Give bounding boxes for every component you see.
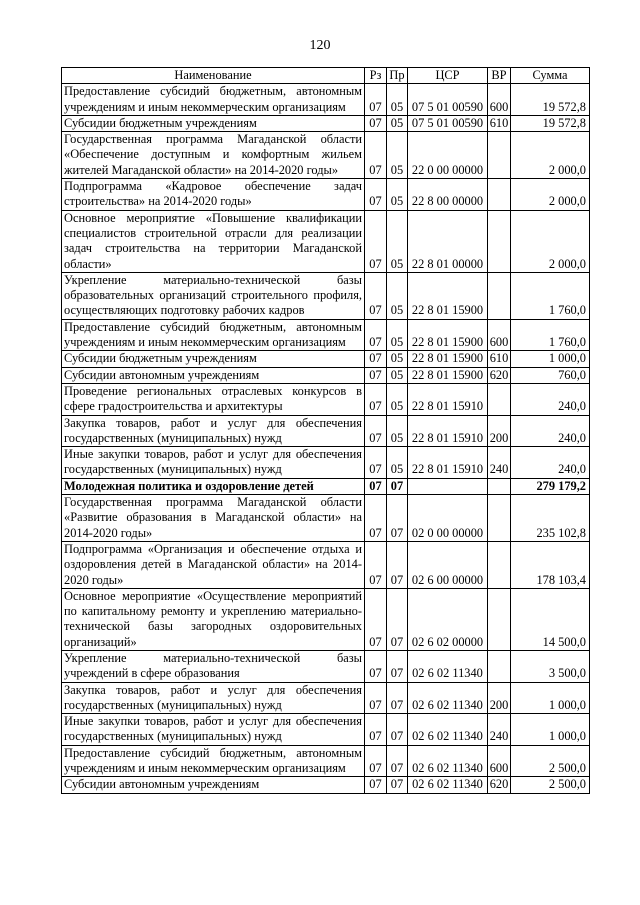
cell-name: Субсидии бюджетным учреждениям	[62, 351, 365, 367]
table-row	[62, 714, 590, 746]
cell-vr: 240	[488, 447, 511, 479]
table-row	[62, 682, 590, 714]
cell-name: Закупка товаров, работ и услуг для обеспечения государственных (муниципальных) нужд	[62, 682, 365, 714]
cell-vr	[488, 179, 511, 211]
cell-vr	[488, 650, 511, 682]
table-row	[62, 383, 590, 415]
cell-name: Молодежная политика и оздоровление детей	[62, 478, 365, 494]
cell-vr	[488, 495, 511, 542]
cell-sum: 19 572,8	[511, 84, 590, 116]
cell-vr: 200	[488, 415, 511, 447]
cell-rz: 07	[365, 588, 387, 650]
cell-vr: 600	[488, 319, 511, 351]
cell-csr: 02 6 02 11340	[408, 714, 488, 746]
cell-name: Проведение региональных отраслевых конкурсов в сфере градостроительства и архитектуры	[62, 383, 365, 415]
table-row	[62, 447, 590, 479]
cell-csr: 22 8 01 15910	[408, 447, 488, 479]
cell-vr: 240	[488, 714, 511, 746]
cell-vr: 620	[488, 367, 511, 383]
cell-sum: 1 760,0	[511, 319, 590, 351]
table-row	[62, 495, 590, 542]
cell-sum: 1 000,0	[511, 351, 590, 367]
cell-csr: 02 6 02 11340	[408, 745, 488, 777]
cell-csr: 02 0 00 00000	[408, 495, 488, 542]
cell-pr: 07	[387, 478, 408, 494]
cell-rz: 07	[365, 319, 387, 351]
cell-csr: 22 8 01 15900	[408, 367, 488, 383]
cell-vr: 600	[488, 84, 511, 116]
table-row	[62, 179, 590, 211]
cell-name: Предоставление субсидий бюджетным, автономным учреждениям и иным некоммерческим организациям	[62, 745, 365, 777]
table-row	[62, 650, 590, 682]
cell-rz: 07	[365, 745, 387, 777]
cell-name: Государственная программа Магаданской области «Развитие образования в Магаданской области» на 2014-2020 годы»	[62, 495, 365, 542]
cell-pr: 05	[387, 132, 408, 179]
cell-name: Иные закупки товаров, работ и услуг для обеспечения государственных (муниципальных) нужд	[62, 447, 365, 479]
cell-csr: 22 8 01 15900	[408, 272, 488, 319]
cell-pr: 05	[387, 367, 408, 383]
cell-vr	[488, 132, 511, 179]
cell-pr: 07	[387, 495, 408, 542]
cell-pr: 07	[387, 714, 408, 746]
table-row	[62, 588, 590, 650]
cell-csr: 22 8 01 15900	[408, 351, 488, 367]
cell-rz: 07	[365, 351, 387, 367]
cell-csr: 22 8 01 15910	[408, 383, 488, 415]
table-row	[62, 115, 590, 131]
cell-rz: 07	[365, 541, 387, 588]
cell-rz: 07	[365, 447, 387, 479]
cell-pr: 05	[387, 272, 408, 319]
cell-vr	[488, 541, 511, 588]
cell-name: Предоставление субсидий бюджетным, автономным учреждениям и иным некоммерческим организациям	[62, 319, 365, 351]
cell-rz: 07	[365, 115, 387, 131]
table-row	[62, 319, 590, 351]
table-row	[62, 210, 590, 272]
cell-pr: 05	[387, 115, 408, 131]
cell-rz: 07	[365, 714, 387, 746]
cell-vr	[488, 272, 511, 319]
cell-sum: 14 500,0	[511, 588, 590, 650]
cell-name: Основное мероприятие «Осуществление мероприятий по капитальному ремонту и укреплению материально-технической базы загородных оздоровительных организаций»	[62, 588, 365, 650]
cell-csr: 22 8 01 00000	[408, 210, 488, 272]
cell-pr: 07	[387, 777, 408, 793]
cell-sum: 240,0	[511, 447, 590, 479]
cell-csr: 22 8 01 15900	[408, 319, 488, 351]
header-sum: Сумма	[511, 68, 590, 84]
cell-rz: 07	[365, 179, 387, 211]
header-pr: Пр	[387, 68, 408, 84]
cell-pr: 05	[387, 351, 408, 367]
cell-vr: 610	[488, 115, 511, 131]
cell-sum: 19 572,8	[511, 115, 590, 131]
cell-rz: 07	[365, 84, 387, 116]
cell-rz: 07	[365, 272, 387, 319]
table-row	[62, 84, 590, 116]
cell-sum: 1 760,0	[511, 272, 590, 319]
cell-pr: 05	[387, 447, 408, 479]
cell-csr	[408, 478, 488, 494]
header-vr: ВР	[488, 68, 511, 84]
cell-csr: 02 6 02 11340	[408, 650, 488, 682]
cell-pr: 05	[387, 179, 408, 211]
table-row	[62, 272, 590, 319]
cell-sum: 235 102,8	[511, 495, 590, 542]
cell-pr: 05	[387, 319, 408, 351]
cell-vr	[488, 210, 511, 272]
cell-name: Субсидии бюджетным учреждениям	[62, 115, 365, 131]
cell-pr: 05	[387, 210, 408, 272]
table-row	[62, 132, 590, 179]
cell-vr	[488, 588, 511, 650]
budget-table	[61, 67, 590, 794]
cell-sum: 240,0	[511, 415, 590, 447]
page-number: 120	[309, 38, 331, 53]
cell-csr: 07 5 01 00590	[408, 84, 488, 116]
cell-pr: 05	[387, 415, 408, 447]
cell-pr: 05	[387, 84, 408, 116]
cell-csr: 02 6 02 00000	[408, 588, 488, 650]
cell-pr: 07	[387, 588, 408, 650]
cell-sum: 3 500,0	[511, 650, 590, 682]
cell-rz: 07	[365, 210, 387, 272]
cell-rz: 07	[365, 415, 387, 447]
header-csr: ЦСР	[408, 68, 488, 84]
cell-rz: 07	[365, 367, 387, 383]
cell-rz: 07	[365, 383, 387, 415]
cell-rz: 07	[365, 478, 387, 494]
table-row	[62, 367, 590, 383]
cell-name: Укрепление материально-технической базы образовательных организаций строительного профиля, осуществляющих подготовку рабочих кадров	[62, 272, 365, 319]
cell-rz: 07	[365, 777, 387, 793]
cell-csr: 22 8 01 15910	[408, 415, 488, 447]
cell-name: Предоставление субсидий бюджетным, автономным учреждениям и иным некоммерческим организациям	[62, 84, 365, 116]
cell-sum: 240,0	[511, 383, 590, 415]
cell-vr: 620	[488, 777, 511, 793]
cell-sum: 760,0	[511, 367, 590, 383]
table-row	[62, 415, 590, 447]
cell-vr	[488, 478, 511, 494]
cell-name: Закупка товаров, работ и услуг для обеспечения государственных (муниципальных) нужд	[62, 415, 365, 447]
cell-name: Иные закупки товаров, работ и услуг для обеспечения государственных (муниципальных) нужд	[62, 714, 365, 746]
cell-vr	[488, 383, 511, 415]
cell-name: Подпрограмма «Организация и обеспечение отдыха и оздоровления детей в Магаданской области» на 2014-2020 годы»	[62, 541, 365, 588]
cell-vr: 200	[488, 682, 511, 714]
cell-pr: 07	[387, 650, 408, 682]
cell-rz: 07	[365, 682, 387, 714]
cell-csr: 07 5 01 00590	[408, 115, 488, 131]
cell-sum: 2 000,0	[511, 210, 590, 272]
cell-sum: 178 103,4	[511, 541, 590, 588]
table-row	[62, 777, 590, 793]
cell-csr: 02 6 02 11340	[408, 682, 488, 714]
header-rz: Рз	[365, 68, 387, 84]
cell-name: Подпрограмма «Кадровое обеспечение задач строительства» на 2014-2020 годы»	[62, 179, 365, 211]
table-row	[62, 745, 590, 777]
table-row	[62, 541, 590, 588]
cell-sum: 2 000,0	[511, 132, 590, 179]
cell-sum: 279 179,2	[511, 478, 590, 494]
cell-rz: 07	[365, 650, 387, 682]
cell-name: Государственная программа Магаданской области «Обеспечение доступным и комфортным жильем жителей Магаданской области» на 2014-2020 годы»	[62, 132, 365, 179]
cell-sum: 2 000,0	[511, 179, 590, 211]
cell-pr: 07	[387, 682, 408, 714]
cell-pr: 07	[387, 541, 408, 588]
cell-csr: 02 6 00 00000	[408, 541, 488, 588]
cell-csr: 22 8 00 00000	[408, 179, 488, 211]
cell-vr: 610	[488, 351, 511, 367]
cell-sum: 1 000,0	[511, 682, 590, 714]
cell-vr: 600	[488, 745, 511, 777]
cell-name: Укрепление материально-технической базы учреждений в сфере образования	[62, 650, 365, 682]
table-row	[62, 351, 590, 367]
cell-name: Субсидии автономным учреждениям	[62, 367, 365, 383]
cell-name: Основное мероприятие «Повышение квалификации специалистов строительной отрасли для реализации задач строительства на территории Магаданской области»	[62, 210, 365, 272]
header-name: Наименование	[62, 68, 365, 84]
cell-rz: 07	[365, 132, 387, 179]
cell-csr: 22 0 00 00000	[408, 132, 488, 179]
cell-sum: 2 500,0	[511, 745, 590, 777]
cell-sum: 1 000,0	[511, 714, 590, 746]
cell-sum: 2 500,0	[511, 777, 590, 793]
cell-pr: 07	[387, 745, 408, 777]
table-header-row	[62, 68, 590, 84]
cell-rz: 07	[365, 495, 387, 542]
cell-csr: 02 6 02 11340	[408, 777, 488, 793]
cell-pr: 05	[387, 383, 408, 415]
cell-name: Субсидии автономным учреждениям	[62, 777, 365, 793]
table-row	[62, 478, 590, 494]
